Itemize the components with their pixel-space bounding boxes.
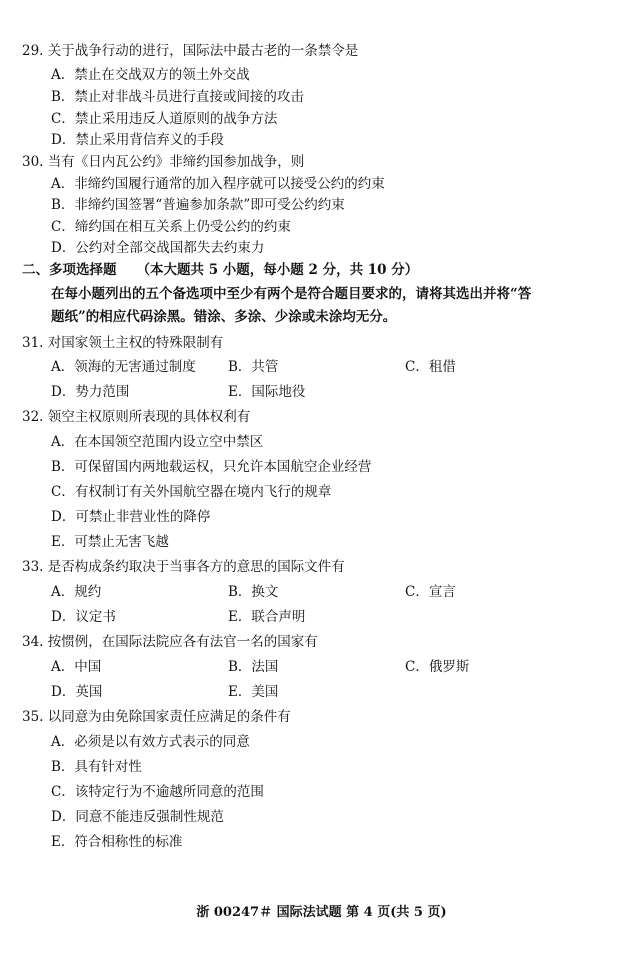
- option-34d: D．英国: [51, 684, 103, 700]
- question-stem: 当有《日内瓦公约》非缔约国参加战争，则: [47, 154, 305, 170]
- option-33c: C．宣言: [405, 584, 456, 600]
- option-31e: E．国际地役: [228, 384, 306, 400]
- section-instruction-1: 在每小题列出的五个备选项中至少有两个是符合题目要求的，请将其选出并将“答: [51, 286, 532, 302]
- option-34a: A．中国: [51, 659, 102, 675]
- option-31b: B．共管: [228, 359, 279, 375]
- option-30d: D．公约对全部交战国都失去约束力: [51, 240, 265, 256]
- option-30a: A．非缔约国履行通常的加入程序就可以接受公约的约束: [51, 176, 385, 192]
- question-stem: 以同意为由免除国家责任应满足的条件有: [47, 709, 291, 725]
- question-number: 29.: [22, 43, 44, 59]
- question-number: 34.: [22, 634, 44, 650]
- question-number: 32.: [22, 409, 44, 425]
- option-34e: E．美国: [228, 684, 279, 700]
- option-32e: E．可禁止无害飞越: [51, 534, 169, 550]
- option-35d: D．同意不能违反强制性规范: [51, 809, 224, 825]
- option-29c: C．禁止采用违反人道原则的战争方法: [51, 111, 278, 127]
- question-number: 35.: [22, 709, 44, 725]
- question-number: 30.: [22, 154, 44, 170]
- option-35b: B．具有针对性: [51, 759, 142, 775]
- question-30: [22, 153, 304, 171]
- option-35c: C．该特定行为不逾越所同意的范围: [51, 784, 264, 800]
- question-stem: 对国家领土主权的特殊限制有: [47, 335, 224, 351]
- section-subtitle: （本大题共 5 小题，每小题 2 分，共 10 分）: [136, 262, 419, 278]
- question-stem: 关于战争行动的进行，国际法中最古老的一条禁令是: [47, 43, 359, 59]
- option-29a: A．禁止在交战双方的领土外交战: [51, 67, 250, 83]
- option-31c: C．租借: [405, 359, 456, 375]
- option-33d: D．议定书: [51, 609, 116, 625]
- option-33a: A．规约: [51, 584, 102, 600]
- question-32: [22, 408, 250, 426]
- option-30c: C．缔约国在相互关系上仍受公约的约束: [51, 219, 291, 235]
- option-32b: B．可保留国内两地载运权，只允许本国航空企业经营: [51, 459, 372, 475]
- option-29d: D．禁止采用背信弃义的手段: [51, 132, 224, 148]
- question-31: [22, 334, 223, 352]
- option-31a: A．领海的无害通过制度: [51, 359, 196, 375]
- section-heading: [22, 261, 418, 279]
- question-stem: 是否构成条约取决于当事各方的意思的国际文件有: [47, 559, 345, 575]
- section-title: 二、多项选择题: [22, 262, 117, 278]
- question-number: 33.: [22, 559, 44, 575]
- option-34b: B．法国: [228, 659, 279, 675]
- option-32a: A．在本国领空范围内设立空中禁区: [51, 434, 264, 450]
- option-35a: A．必须是以有效方式表示的同意: [51, 734, 250, 750]
- question-stem: 按惯例，在国际法院应各有法官一名的国家有: [47, 634, 318, 650]
- option-33b: B．换文: [228, 584, 279, 600]
- question-stem: 领空主权原则所表现的具体权利有: [47, 409, 251, 425]
- option-34c: C．俄罗斯: [405, 659, 470, 675]
- option-29b: B．禁止对非战斗员进行直接或间接的攻击: [51, 89, 304, 105]
- question-29: [22, 42, 358, 60]
- option-32c: C．有权制订有关外国航空器在境内飞行的规章: [51, 484, 332, 500]
- option-30b: B．非缔约国签署“普遍参加条款”即可受公约约束: [51, 197, 345, 213]
- question-34: [22, 633, 318, 651]
- option-35e: E．符合相称性的标准: [51, 834, 183, 850]
- section-instruction-2: 题纸”的相应代码涂黑。错涂、多涂、少涂或未涂均无分。: [51, 309, 397, 325]
- question-number: 31.: [22, 335, 44, 351]
- page-footer: 浙 00247＃ 国际法试题 第 4 页(共 5 页): [196, 905, 447, 920]
- question-35: [22, 708, 291, 726]
- option-31d: D．势力范围: [51, 384, 130, 400]
- question-33: [22, 558, 345, 576]
- option-33e: E．联合声明: [228, 609, 306, 625]
- option-32d: D．可禁止非营业性的降停: [51, 509, 211, 525]
